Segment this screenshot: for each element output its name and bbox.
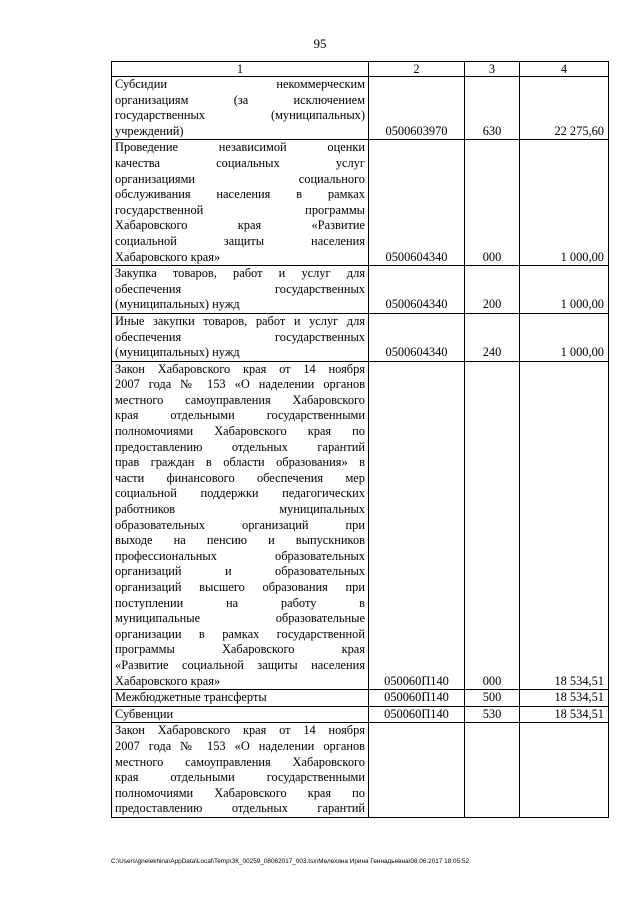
row-target-code: 050060П140	[369, 706, 465, 723]
row-target-code: 050060П140	[369, 361, 465, 689]
description-line: 2007 года № 153 «О наделении органов	[115, 377, 365, 392]
description-line: муниципальные образовательные	[115, 611, 365, 626]
column-header-4: 4	[520, 62, 609, 77]
row-expense-type: 200	[465, 266, 520, 314]
budget-table	[111, 61, 609, 818]
row-amount: 18 534,51	[520, 690, 609, 707]
column-header-2: 2	[369, 62, 465, 77]
row-target-code: 050060П140	[369, 690, 465, 707]
description-line: Проведение независимой оценки	[115, 140, 365, 155]
description-line: качества социальных услуг	[115, 155, 365, 170]
description-line: (муниципальных) нужд	[115, 297, 240, 312]
description-line: поступлении на работу в	[115, 595, 365, 610]
row-description	[112, 140, 369, 266]
row-expense-type: 000	[465, 140, 520, 266]
description-line: организаций и образовательных	[115, 564, 365, 579]
description-line: Субсидии некоммерческим	[115, 77, 365, 91]
page-number: 95	[313, 36, 327, 51]
row-description	[112, 706, 369, 723]
description-line: (муниципальных) нужд	[115, 345, 240, 360]
description-line: Субвенции	[115, 706, 174, 721]
description-line: Закупка товаров, работ и услуг для	[115, 266, 365, 281]
row-amount: 22 275,60	[520, 77, 609, 140]
row-target-code: 0500604340	[369, 266, 465, 314]
row-expense-type: 630	[465, 77, 520, 140]
table-row	[112, 266, 609, 314]
row-target-code: 0500604340	[369, 140, 465, 266]
description-line: полномочиями Хабаровского края по	[115, 424, 365, 439]
description-line: образовательных организаций при	[115, 517, 365, 532]
table-row	[112, 690, 609, 707]
description-line: полномочиями Хабаровского края по	[115, 785, 365, 800]
description-line: работников муниципальных	[115, 502, 365, 517]
description-line: Межбюджетные трансферты	[115, 690, 267, 705]
row-amount: 1 000,00	[520, 140, 609, 266]
row-description	[112, 690, 369, 707]
row-expense-type: 530	[465, 706, 520, 723]
row-description	[112, 77, 369, 140]
table-header-row	[112, 62, 609, 77]
description-line: Закон Хабаровского края от 14 ноября	[115, 723, 365, 738]
description-line: Хабаровского края»	[115, 673, 221, 688]
column-header-3: 3	[465, 62, 520, 77]
description-line: выходе на пенсию и выпускников	[115, 533, 365, 548]
description-line: организации в рамках государственной	[115, 626, 365, 641]
description-line: 2007 года № 153 «О наделении органов	[115, 738, 365, 753]
row-description	[112, 313, 369, 361]
row-amount: 1 000,00	[520, 313, 609, 361]
row-amount: 18 534,51	[520, 361, 609, 689]
description-line: Хабаровского края «Развитие	[115, 218, 365, 233]
description-line: социальной защиты населения	[115, 233, 365, 248]
description-line: Хабаровского края»	[115, 249, 221, 264]
table-row	[112, 140, 609, 266]
description-line: предоставлению отдельных гарантий	[115, 801, 365, 816]
description-line: Иные закупки товаров, работ и услуг для	[115, 313, 365, 328]
description-line: обслуживания населения в рамках	[115, 187, 365, 202]
column-header-1: 1	[112, 62, 369, 77]
row-expense-type: 000	[465, 361, 520, 689]
row-target-code: 0500603970	[369, 77, 465, 140]
description-line: местного самоуправления Хабаровского	[115, 754, 365, 769]
description-line: предоставлению отдельных гарантий	[115, 439, 365, 454]
description-line: обеспечения государственных	[115, 329, 365, 344]
description-line: части финансового обеспечения мер	[115, 470, 365, 485]
row-amount	[520, 723, 609, 818]
description-line: местного самоуправления Хабаровского	[115, 392, 365, 407]
row-description	[112, 723, 369, 818]
description-line: организациями социального	[115, 171, 365, 186]
row-expense-type: 240	[465, 313, 520, 361]
table-row	[112, 361, 609, 689]
description-line: обеспечения государственных	[115, 281, 365, 296]
description-line: края отдельными государственными	[115, 770, 365, 785]
description-line: социальной поддержки педагогических	[115, 486, 365, 501]
row-description	[112, 266, 369, 314]
table-row	[112, 313, 609, 361]
table-row	[112, 723, 609, 818]
description-line: края отдельными государственными	[115, 408, 365, 423]
row-expense-type	[465, 723, 520, 818]
table-row	[112, 77, 609, 140]
description-line: прав граждан в области образования» в	[115, 455, 365, 470]
description-line: организаций высшего образования при	[115, 580, 365, 594]
row-amount: 1 000,00	[520, 266, 609, 314]
description-line: организациям (за исключением	[115, 92, 365, 107]
description-line: «Развитие социальной защиты населения	[115, 657, 365, 672]
description-line: Закон Хабаровского края от 14 ноября	[115, 361, 365, 376]
row-target-code	[369, 723, 465, 818]
row-description	[112, 361, 369, 689]
table-row	[112, 706, 609, 723]
row-amount: 18 534,51	[520, 706, 609, 723]
file-path-footer: C:\Users\gnelekhina\AppData\Local\Temp\ЗК_00259_08062017_003.tsx\Мелехина Ирина Геннадьевна\08.06.2017 18:05:52	[111, 858, 470, 865]
description-line: государственных (муниципальных)	[115, 108, 365, 123]
description-line: программы Хабаровского края	[115, 642, 365, 657]
row-expense-type: 500	[465, 690, 520, 707]
row-target-code: 0500604340	[369, 313, 465, 361]
description-line: государственной программы	[115, 202, 365, 217]
description-line: учреждений)	[115, 123, 184, 138]
description-line: профессиональных образовательных	[115, 548, 365, 563]
